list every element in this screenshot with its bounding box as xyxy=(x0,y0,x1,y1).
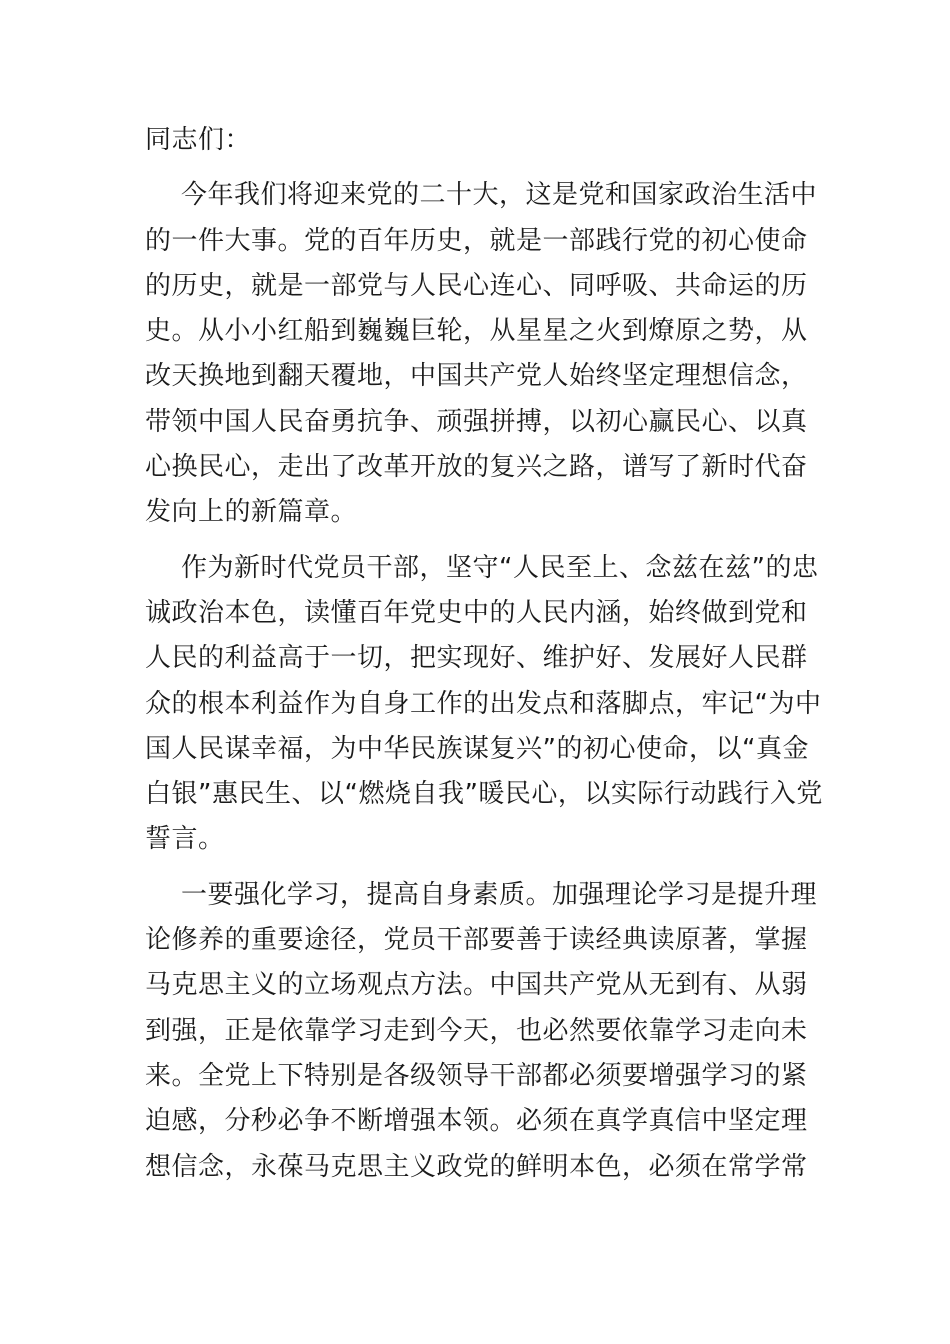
paragraph-line: 想信念，永葆马克思主义政党的鲜明本色，必须在常学常 xyxy=(145,1151,808,1182)
paragraph-line: 到强，正是依靠学习走到今天，也必然要依靠学习走向未 xyxy=(145,1015,808,1046)
paragraph-line: 论修养的重要途径，党员干部要善于读经典读原著，掌握 xyxy=(145,925,808,956)
paragraph-1 xyxy=(145,173,818,535)
document-body xyxy=(145,118,823,1190)
paragraph-line: 誓言。 xyxy=(145,824,225,855)
paragraph-line: 白银”惠民生、以“燃烧自我”暖民心，以实际行动践行入党 xyxy=(145,779,823,810)
paragraph-2 xyxy=(145,546,823,863)
paragraph-line: 国人民谋幸福，为中华民族谋复兴”的初心使命，以“真金 xyxy=(145,733,809,764)
paragraph-line: 诚政治本色，读懂百年党史中的人民内涵，始终做到党和 xyxy=(145,597,808,628)
paragraph-line: 迫感，分秒必争不断增强本领。必须在真学真信中坚定理 xyxy=(145,1106,808,1137)
paragraph-line: 史。从小小红船到巍巍巨轮，从星星之火到燎原之势，从 xyxy=(145,316,808,347)
paragraph-line: 改天换地到翻天覆地，中国共产党人始终坚定理想信念， xyxy=(145,361,808,392)
paragraph-line: 马克思主义的立场观点方法。中国共产党从无到有、从弱 xyxy=(145,970,808,1001)
paragraph-line: 众的根本利益作为自身工作的出发点和落脚点，牢记“为中 xyxy=(145,688,822,719)
paragraph-line: 的历史，就是一部党与人民心连心、同呼吸、共命运的历 xyxy=(145,270,808,301)
paragraph-line: 来。全党上下特别是各级领导干部都必须要增强学习的紧 xyxy=(145,1060,808,1091)
paragraph-gap xyxy=(145,863,805,873)
paragraph-line: 今年我们将迎来党的二十大，这是党和国家政治生活中 xyxy=(181,180,818,211)
paragraph-line: 的一件大事。党的百年历史，就是一部践行党的初心使命 xyxy=(145,225,808,256)
paragraph-gap xyxy=(145,536,805,546)
paragraph-line: 作为新时代党员干部，坚守“人民至上、念兹在兹”的忠 xyxy=(181,552,819,583)
paragraph-line: 一要强化学习，提高自身素质。加强理论学习是提升理 xyxy=(181,879,818,910)
greeting: 同志们： xyxy=(145,125,252,155)
paragraph-gap xyxy=(145,163,805,173)
paragraph-3 xyxy=(145,873,818,1190)
paragraph-line: 心换民心，走出了改革开放的复兴之路，谱写了新时代奋 xyxy=(145,452,808,483)
paragraph-line: 带领中国人民奋勇抗争、顽强拼搏，以初心赢民心、以真 xyxy=(145,406,808,437)
paragraph-line: 人民的利益高于一切，把实现好、维护好、发展好人民群 xyxy=(145,643,808,674)
paragraph-line: 发向上的新篇章。 xyxy=(145,497,358,528)
